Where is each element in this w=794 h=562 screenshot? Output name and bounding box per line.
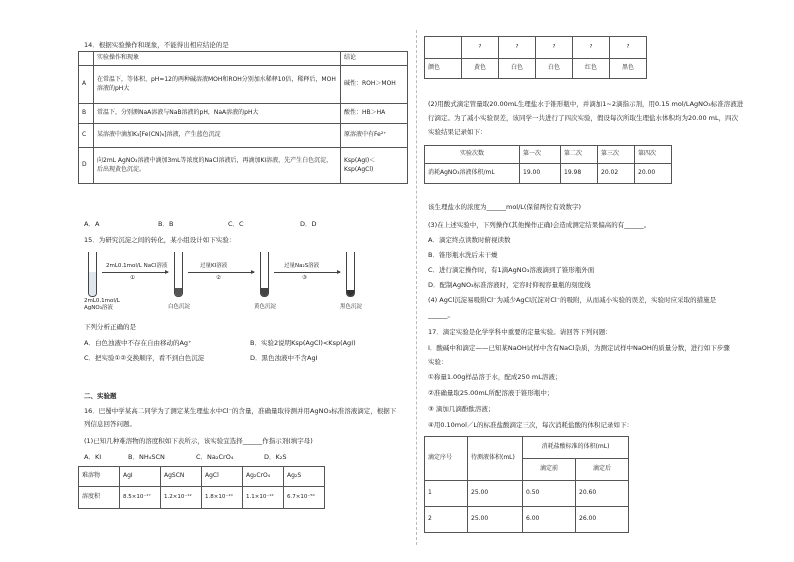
ksp-cell: 1.2×10⁻¹² [161, 487, 202, 509]
color-top-cell: ? [536, 37, 573, 59]
q14-choice-d: D．D [300, 220, 317, 228]
q16-sub4-line1: (4) AgCl沉淀易吸附Cl⁻为减少AgCl沉淀对Cl⁻的吸附，从而减小实验的误差，实验时应采取的措施是 [428, 296, 717, 304]
q16-sub2-line2: 行滴定。为了减小实验误差，该同学一共进行了四次实验，假设每次所取生理盐水体积均为20.00 mL，四次 [428, 114, 739, 122]
q14-choice-b: B．B [158, 220, 174, 228]
exp-header: 第四次 [635, 146, 672, 164]
q14-row-opt: C [79, 124, 94, 148]
q14-row-con: Ksp(AgI)＜Ksp(AgCl) [341, 148, 408, 184]
q17-step-1: ①称量1.00g样品溶于水，配成250 mL溶液； [428, 373, 562, 381]
q14-header-op: 实验操作和现象 [94, 52, 341, 66]
titration-header: 待测液体积(mL) [468, 437, 523, 481]
color-top-cell: ? [610, 37, 647, 59]
ksp-cell: 溶度积 [79, 487, 120, 509]
arrow-2 [188, 272, 254, 273]
color-cell: 白色 [536, 59, 573, 79]
step-1: ① [130, 275, 135, 281]
section-title: 二、实验题 [84, 392, 117, 400]
q15-title: 15．为研究沉淀之间的转化，某小组设计如下实验： [84, 236, 236, 244]
color-cell: 白色 [499, 59, 536, 79]
q14-header-con: 结论 [341, 52, 408, 66]
q16-sub2-line1: (2)用酸式滴定管量取20.00mL生理盐水于锥形瓶中，并滴加1~2滴指示剂，用0.15 mol/LAgNO₃标准溶液进 [428, 100, 744, 108]
titration-cell: 1 [425, 481, 468, 507]
tube1-label: 白色沉淀 [168, 304, 191, 310]
q15-diagram [84, 250, 404, 320]
q14-choice-a: A．A [84, 220, 100, 228]
q14-title: 14．根据实验操作和现象，不能得出相应结论的是 [84, 41, 229, 49]
ksp-header: AgCl [202, 467, 243, 487]
q14-row-con: 碱性：ROH＞MOH [341, 66, 408, 104]
experiment-table [424, 145, 672, 184]
ksp-cell: 6.7×10⁻⁵⁰ [284, 487, 325, 509]
step-3: ③ [302, 275, 307, 281]
ksp-header: Ag₂CrO₄ [243, 467, 284, 487]
test-tube [88, 252, 97, 297]
q16-sub4-line2: ______。 [428, 311, 454, 319]
q15-opt-a: A．白色浊液中不存在自由移动的Ag⁺ [84, 339, 192, 347]
exp-header: 第二次 [561, 146, 598, 164]
q15-opt-c: C．把实验①②交换顺序，看不到白色沉淀 [84, 354, 205, 362]
reagent-3: 过量Na₂S溶液 [284, 263, 320, 269]
q16-opt-d: D．配制AgNO₃标准溶液时，定容时仰视容量瓶的刻度线 [428, 281, 591, 289]
q16-choice-a: A．KI [84, 453, 102, 461]
titration-cell: 0.50 [523, 481, 576, 507]
exp-header: 第一次 [520, 146, 561, 164]
exp-cell: 20.00 [635, 164, 672, 184]
q17-step-4: ④用0.10mol／L的标准盐酸滴定三次，每次消耗盐酸的体积记录如下： [428, 421, 634, 429]
ksp-table [78, 466, 325, 509]
titration-cell: 25.00 [468, 507, 523, 533]
reagent-2: 过量KI溶液 [200, 263, 228, 269]
titration-cell: 20.60 [576, 481, 629, 507]
titration-subheader: 滴定后 [576, 459, 629, 481]
color-top-cell: ? [462, 37, 499, 59]
titration-cell: 6.00 [523, 507, 576, 533]
q17-part1b: 实验： [428, 358, 448, 366]
color-cell: 黑色 [610, 59, 647, 79]
ksp-header: AgI [120, 467, 161, 487]
tube0-label: 2mL0.1mol/L AgNO₃溶液 [84, 298, 120, 311]
titration-cell: 2 [425, 507, 468, 533]
exp-header: 实验次数 [425, 146, 520, 164]
q16-opt-c: C．进行滴定操作时，有1滴AgNO₃溶液滴到了锥形瓶外面 [428, 266, 595, 274]
q16-intro-2: 列信息回答问题。 [84, 420, 136, 428]
reagent-1: 2mL0.1mol/L NaCl溶液 [106, 263, 168, 269]
q15-question: 下列分析正确的是 [84, 323, 136, 331]
q16-choice-b: B．NH₄SCN [128, 453, 165, 461]
q16-opt-b: B．锥形瓶水洗后未干燥 [428, 251, 498, 259]
q16-choice-d: D．K₂S [264, 453, 287, 461]
exp-cell: 19.98 [561, 164, 598, 184]
arrow-1 [102, 272, 168, 273]
q17-part1: Ⅰ．酸碱中和滴定——已知某NaOH试样中含有NaCl杂质，为测定试样中NaOH的质量分数，进行如下步骤 [428, 344, 730, 352]
titration-subheader: 滴定前 [523, 459, 576, 481]
color-top-cell: ? [573, 37, 610, 59]
titration-cell: 25.00 [468, 481, 523, 507]
q14-row-con: 酸性：HB＞HA [341, 104, 408, 124]
q14-table [78, 51, 408, 184]
q14-row-opt: A [79, 66, 94, 104]
q17-step-2: ②准确量取25.00mL所配溶液于锥形瓶中； [428, 389, 554, 397]
color-top-cell [425, 37, 462, 59]
ksp-cell: 1.1×10⁻¹² [243, 487, 284, 509]
exp-cell: 19.00 [520, 164, 561, 184]
exp-cell: 20.02 [598, 164, 635, 184]
q14-choice-c: C．C [228, 220, 244, 228]
q17-title: 17．滴定实验是化学学科中重要的定量实验。请回答下列问题： [428, 328, 612, 336]
q16-sub3: (3)在上述实验中，下列操作(其他操作正确)会造成测定结果偏高的有______。 [428, 221, 651, 229]
q14-row-op: 向2mL AgNO₃溶液中滴加3mL等浓度的NaCl溶液后，再滴加KI溶液，先产生白色沉淀，后出现黄色沉淀。 [94, 148, 341, 184]
titration-header: 滴定序号 [425, 437, 468, 481]
color-cell: 黄色 [462, 59, 499, 79]
ksp-cell: 1.8×10⁻¹⁰ [202, 487, 243, 509]
titration-table [424, 436, 629, 533]
color-cell: 红色 [573, 59, 610, 79]
q16-concentration: 该生理盐水的浓度为______mol/L(保留两位有效数字) [428, 203, 581, 211]
arrow-3 [274, 272, 340, 273]
test-tube [260, 252, 269, 297]
color-cell: 颜色 [425, 59, 462, 79]
q16-opt-a: A．滴定终点读数时俯视读数 [428, 236, 511, 244]
q14-row-opt: D [79, 148, 94, 184]
color-top-cell: ? [499, 37, 536, 59]
ksp-header: 难溶物 [79, 467, 120, 487]
q16-sub1: (1)已知几种难溶物的溶度积如下表所示，该实验宜选择______作指示剂(填字母) [84, 437, 313, 445]
tube3-label: 黑色沉淀 [340, 304, 363, 310]
q16-sub2-line3: 实验结果记录如下： [428, 128, 487, 136]
column-divider [416, 30, 417, 545]
titration-header: 消耗盐酸标准的体积(mL) [523, 437, 629, 459]
titration-cell: 26.00 [576, 507, 629, 533]
q15-opt-d: D．黑色浊液中不含AgI [250, 354, 318, 362]
test-tube [346, 252, 355, 297]
q14-row-con: 原溶液中有Fe²⁺ [341, 124, 408, 148]
ksp-header: AgSCN [161, 467, 202, 487]
color-table [424, 36, 647, 79]
exp-cell: 消耗AgNO₃溶液体积/mL [425, 164, 520, 184]
test-tube [174, 252, 183, 297]
q14-row-op: 常温下，分别测NaA溶液与NaB溶液的pH，NaA溶液的pH大 [94, 104, 341, 124]
ksp-cell: 8.5×10⁻¹⁷ [120, 487, 161, 509]
ksp-header: Ag₂S [284, 467, 325, 487]
q17-step-3: ③ 滴加几滴酚酞溶液； [428, 405, 495, 413]
q14-row-op: 在常温下，等体积、pH=12的两种碱溶液MOH和ROH分别加水稀释10倍，稀释后，MOH溶液的pH大 [94, 66, 341, 104]
tube2-label: 黄色沉淀 [254, 304, 277, 310]
step-2: ② [216, 275, 221, 281]
q14-row-op: 某溶液中滴加K₃[Fe(CN)₆]溶液，产生蓝色沉淀 [94, 124, 341, 148]
q16-choice-c: C．Na₂CrO₄ [196, 453, 234, 461]
q15-opt-b: B．实验2说明Ksp(AgCl)<Ksp(AgI) [250, 339, 356, 347]
exp-header: 第三次 [598, 146, 635, 164]
q16-intro-1: 16．巴蜀中学某高二同学为了测定某生理盐水中Cl⁻的含量，准确量取待测并用AgNO₃标准溶液滴定，根据下 [84, 407, 397, 415]
q14-row-opt: B [79, 104, 94, 124]
